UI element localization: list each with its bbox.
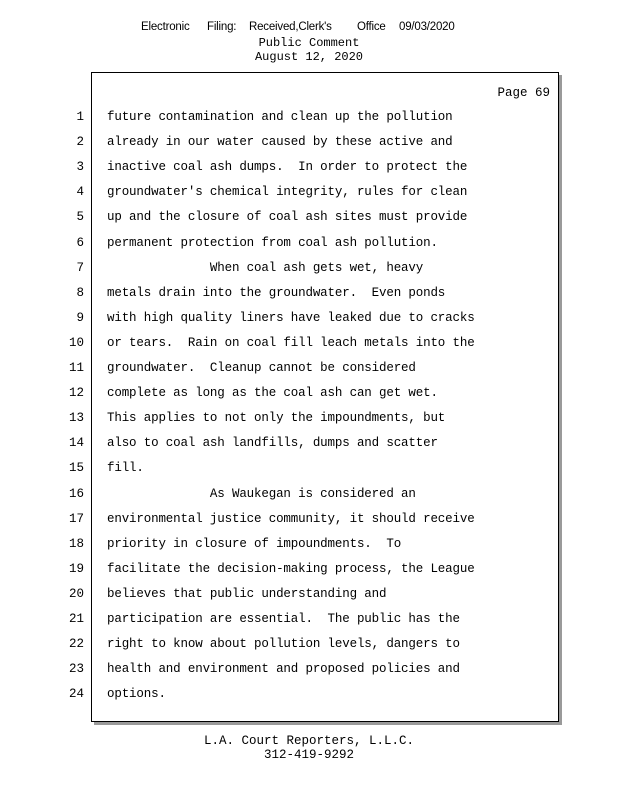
footer-phone: 312-419-9292 (263, 748, 354, 762)
filing-stamp-office: Office (357, 21, 386, 33)
transcript-line-text: When coal ash gets wet, heavy (107, 261, 424, 275)
line-number: 12 (68, 386, 84, 400)
transcript-line-text: health and environment and proposed policies and (107, 662, 460, 676)
transcript-line-text: future contamination and clean up the pollution (107, 110, 453, 124)
transcript-line-text: priority in closure of impoundments. To (107, 537, 402, 551)
transcript-line-text: or tears. Rain on coal fill leach metals into the (107, 336, 475, 350)
line-number: 21 (68, 612, 84, 626)
transcript-line-text: This applies to not only the impoundments, but (107, 411, 446, 425)
line-number: 19 (68, 562, 84, 576)
line-number: 23 (68, 662, 84, 676)
line-number: 5 (76, 210, 84, 224)
transcript-line-text: believes that public understanding and (107, 587, 387, 601)
transcript-line-text: options. (107, 687, 166, 701)
footer-company: L.A. Court Reporters, L.L.C. (203, 734, 415, 748)
transcript-line-text: also to coal ash landfills, dumps and scatter (107, 436, 438, 450)
transcript-line-text: participation are essential. The public has the (107, 612, 460, 626)
transcript-line-text: metals drain into the groundwater. Even ponds (107, 286, 446, 300)
transcript-line-text: permanent protection from coal ash pollution. (107, 236, 438, 250)
line-number: 7 (76, 261, 84, 275)
transcript-line-text: As Waukegan is considered an (107, 487, 416, 501)
line-number: 18 (68, 537, 84, 551)
filing-stamp-filing: Filing: (207, 21, 237, 33)
transcript-line-text: with high quality liners have leaked due to cracks (107, 311, 475, 325)
transcript-line-text: inactive coal ash dumps. In order to protect the (107, 160, 468, 174)
line-number: 20 (68, 587, 84, 601)
filing-stamp-electronic: Electronic (141, 21, 190, 33)
line-number: 8 (76, 286, 84, 300)
line-number: 13 (68, 411, 84, 425)
line-number: 16 (68, 487, 84, 501)
line-number: 11 (68, 361, 84, 375)
line-number: 24 (68, 687, 84, 701)
transcript-line-text: already in our water caused by these active and (107, 135, 453, 149)
document-date: August 12, 2020 (254, 50, 364, 64)
page-number-label: Page 69 (497, 86, 550, 100)
line-number: 22 (68, 637, 84, 651)
line-number: 14 (68, 436, 84, 450)
line-number: 4 (76, 185, 84, 199)
filing-stamp-received: Received,Clerk's (249, 21, 332, 33)
transcript-line-text: environmental justice community, it should receive (107, 512, 475, 526)
transcript-line-text: facilitate the decision-making process, the League (107, 562, 475, 576)
transcript-line-text: complete as long as the coal ash can get wet. (107, 386, 438, 400)
line-number: 1 (76, 110, 84, 124)
filing-stamp-date: 09/03/2020 (399, 21, 455, 33)
transcript-line-text: groundwater's chemical integrity, rules for clean (107, 185, 468, 199)
line-number: 3 (76, 160, 84, 174)
transcript-line-text: up and the closure of coal ash sites must provide (107, 210, 468, 224)
document-title: Public Comment (258, 36, 360, 50)
line-number: 10 (68, 336, 84, 350)
transcript-line-text: groundwater. Cleanup cannot be considered (107, 361, 416, 375)
transcript-line-text: fill. (107, 461, 144, 475)
line-number: 6 (76, 236, 84, 250)
line-number: 15 (68, 461, 84, 475)
line-number: 17 (68, 512, 84, 526)
transcript-line-text: right to know about pollution levels, dangers to (107, 637, 460, 651)
line-number: 9 (76, 311, 84, 325)
line-number: 2 (76, 135, 84, 149)
